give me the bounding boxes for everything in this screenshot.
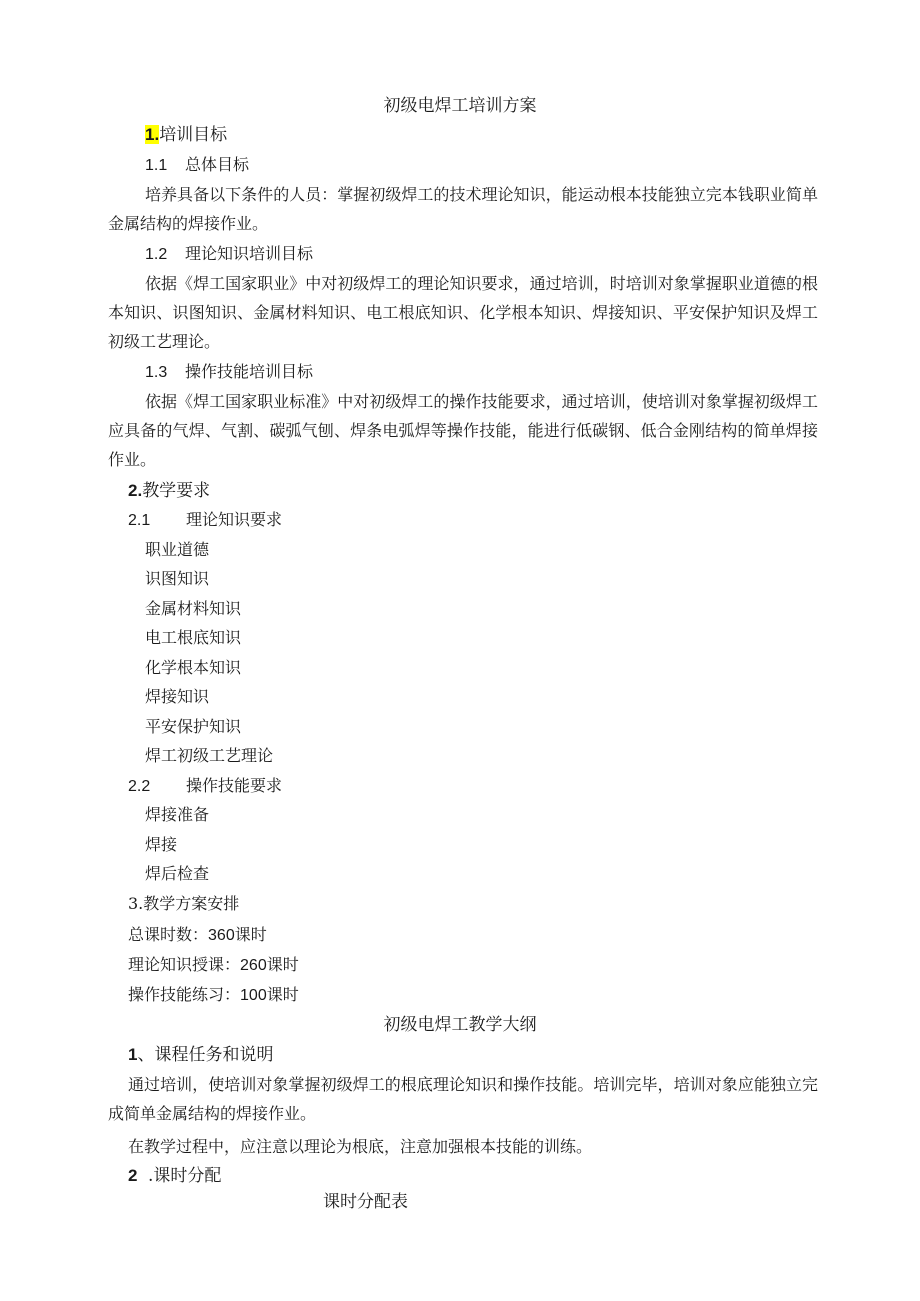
- section-2-2-number: 2.2: [128, 778, 151, 795]
- outline-1-heading: [128, 1045, 273, 1065]
- section-2-1-title: 理论知识要求: [186, 510, 283, 529]
- outline-1-paragraph-1: 通过培训，使培训对象掌握初级焊工的根底理论知识和操作技能。培训完毕，培训对象应能独立完成简单金属结构的焊接作业。: [108, 1075, 818, 1123]
- total-hours-value: 360课时: [208, 927, 267, 944]
- list-item: 职业道德: [145, 540, 210, 559]
- list-item: 焊后检查: [145, 864, 210, 883]
- outline-2-number: 2: [128, 1166, 138, 1185]
- list-item: 焊接知识: [145, 687, 210, 706]
- section-1-3-number: 1.3: [145, 364, 168, 381]
- practice-hours-label: 操作技能练习：: [128, 985, 241, 1004]
- section-1-1-title: 总体目标: [185, 155, 250, 174]
- section-1-2-title: 理论知识培训目标: [185, 244, 314, 263]
- section-1-1-number: 1.1: [145, 157, 168, 174]
- outline-2-heading: [128, 1166, 221, 1186]
- section-3-heading: 3.教学方案安排: [128, 894, 240, 913]
- list-item: 焊接: [145, 835, 178, 854]
- outline-1-number: 1: [128, 1045, 138, 1064]
- theory-hours-value: 260课时: [240, 957, 299, 974]
- list-item: 电工根底知识: [145, 628, 242, 647]
- section-2-1-number: 2.1: [128, 512, 151, 529]
- list-item: 平安保护知识: [145, 717, 242, 736]
- theory-hours-row: [128, 955, 299, 976]
- outline-1-title: 、课程任务和说明: [137, 1045, 274, 1065]
- list-item: 金属材料知识: [145, 599, 242, 618]
- outline-2-title: .课时分配: [148, 1166, 222, 1186]
- section-1-heading: [145, 125, 227, 145]
- practice-hours-value: 100课时: [240, 987, 299, 1004]
- section-2-1-heading: [128, 510, 282, 531]
- section-1-title: 培训目标: [159, 125, 228, 145]
- section-2-number: 2.: [128, 481, 143, 500]
- section-1-1-paragraph: 培养具备以下条件的人员：掌握初级焊工的技术理论知识，能运动根本技能独立完本钱职业简单金属结构的焊接作业。: [108, 185, 818, 233]
- list-item: 识图知识: [145, 569, 210, 588]
- section-1-3-title: 操作技能培训目标: [185, 362, 314, 381]
- outline-1-paragraph-2: 在教学过程中，应注意以理论为根底，注意加强根本技能的训练。: [128, 1137, 593, 1156]
- section-1-3-heading: [145, 362, 313, 383]
- section-1-2-number: 1.2: [145, 246, 168, 263]
- section-2-title: 教学要求: [142, 481, 211, 501]
- total-hours-row: [128, 925, 267, 946]
- section-1-number: 1.: [145, 125, 160, 144]
- section-1-2-paragraph: 依据《焊工国家职业》中对初级焊工的理论知识要求，通过培训，时培训对象掌握职业道德的根本知识、识图知识、金属材料知识、电工根底知识、化学根本知识、焊接知识、平安保护知识及焊工初级工艺理论。: [108, 274, 818, 351]
- section-2-2-heading: [128, 776, 282, 797]
- section-2-heading: [128, 481, 210, 501]
- total-hours-label: 总课时数：: [128, 925, 209, 944]
- theory-hours-label: 理论知识授课：: [128, 955, 241, 974]
- section-1-1-heading: [145, 155, 249, 176]
- section-1-2-heading: [145, 244, 313, 265]
- list-item: 化学根本知识: [145, 658, 242, 677]
- practice-hours-row: [128, 985, 299, 1006]
- document-title: 初级电焊工培训方案: [383, 96, 537, 116]
- table-title: 课时分配表: [323, 1192, 408, 1212]
- section-1-3-paragraph: 依据《焊工国家职业标准》中对初级焊工的操作技能要求，通过培训，使培训对象掌握初级焊工应具备的气焊、气割、碳弧气刨、焊条电弧焊等操作技能，能进行低碳钢、低合金刚结构的简单焊接作业。: [108, 392, 818, 469]
- section-2-2-title: 操作技能要求: [186, 776, 283, 795]
- list-item: 焊工初级工艺理论: [145, 746, 274, 765]
- list-item: 焊接准备: [145, 805, 210, 824]
- outline-title: 初级电焊工教学大纲: [383, 1015, 537, 1035]
